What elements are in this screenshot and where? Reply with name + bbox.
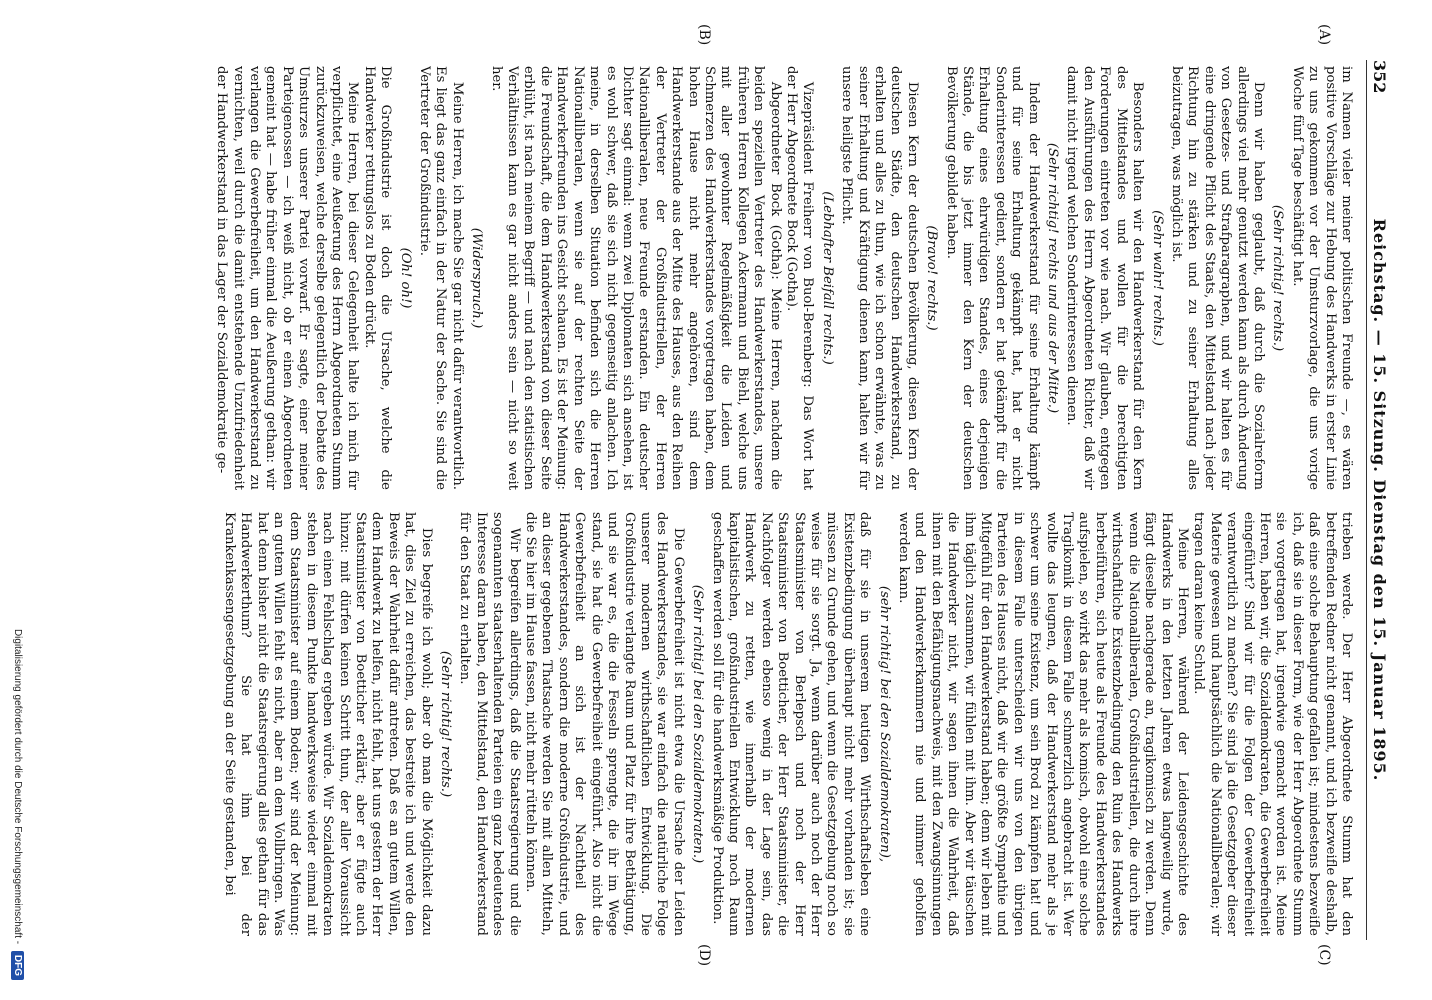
interjection: (Sehr richtig! rechts.) xyxy=(438,650,454,798)
margin-mark-c: (C) xyxy=(1316,944,1332,966)
paragraph: Besonders halten wir den Handwerkerstand für den Kern des Mittelstandes und wollen für die berechtigten Forderungen eintreten vor wie nach. Wir glauben, entgegen den Ausführungen des Herrn Abgeordneten Richter, daß wir damit nicht irgend welchen Sonderinteressen dienen. xyxy=(1064,66,1146,490)
running-header xyxy=(1366,60,1391,940)
paragraph: daß für sie in unserem heutigen Wirthschaftsleben eine Existenzbedingung überhaupt nicht mehr vorhanden ist; sie müssen zu Grunde gehen, und wenn die Gesetzgebung noch so weise für sie sorgt. Ja, wenn darüber auch noch der Herr Staatsminister von Berlepsch und noch der Herr Staatsminister von Boetticher, der Herr Staatsminister, die Nachfolger werden ebenso wenig in der Lage sein, das Handwerk zu retten, wie innerhalb der modernen kapitalistischen, großindustriellen Entwicklung noch Raum geschaffen werden soll für die handwerksmäßige Produktion. xyxy=(709,512,873,936)
digitization-credit xyxy=(11,460,24,980)
paragraph: Meine Herren, ich mache Sie gar nicht dafür verantwortlich. Es liegt das ganz einfach in der Natur der Sache. Sie sind die Vertreter der Großindustrie. xyxy=(417,66,465,490)
dfg-logo: DFG xyxy=(11,951,24,980)
paragraph: Denn wir haben geglaubt, daß durch die Sozialreform allerdings viel mehr genutzt werden kann als durch Änderung von Gesetzes- und Strafparagraphen, und wir halten es für eine dringende Pflicht des Staats, den Mittelstand nach jeder Richtung hin zu stärken und zu seiner Erhaltung alles beizutragen, was möglich ist. xyxy=(1168,66,1266,490)
interjection: (Bravo! rechts.) xyxy=(924,225,940,331)
header-title: Reichstag. — 15. Sitzung. Dienstag den 15. Januar 1895. xyxy=(1370,218,1389,782)
text-column-right xyxy=(29,512,1354,936)
paragraph: Diesen Kern der deutschen Bevölkerung, diesen Kern der deutschen Städte, den deutschen Handwerkerstand, zu erhalten und alles zu thun, wie ich schon erwähnte, was zu seiner Erhaltung und Kräftigung dienen kann, halten wir für unsere heiligste Pflicht. xyxy=(839,66,920,490)
paragraph: Meine Herren, während der Leidensgeschichte des Handwerks in den letzten Jahren etwas langweilig wurde, fängt dieselbe nachgerade an, tragikomisch zu werden. Denn wenn die Nationalliberalen, Großindustriellen, die durch ihre wirthschaftliche Existenzbedingung den Ruin des Handwerks herbeiführen, sich heute als Freunde des Handwerkerstandes aufspielen, so wirkt das mehr als komisch, obwohl eine solche Tragikomik in diesem Falle schmerzlich angebracht ist. Wer wollte das leugnen, daß der Handwerkerstand mehr als je schwer um seine Existenz, um sein Brod zu kämpfen hat! und in diesem Falle unterscheiden wir uns von den übrigen Parteien des Hauses nicht, daß wir die größte Sympathie und Mitgefühl für den Handwerkerstand haben; denn wir leben mit ihm täglich zusammen, wir fühlen mit ihm. Aber wir täuschen die Handwerker nicht, wir sagen ihnen die Wahrheit, daß ihnen mit den Befähigungsnachweis, mit den Zwangsinnungen und den Handwerkerkammern nie und nimmer geholfen werden kann. xyxy=(896,512,1190,936)
credit-text: Digitalisierung gefördert durch die Deutsche Forschungsgemeinschaft - xyxy=(12,628,23,945)
interjection: (sehr richtig! bei den Sozialdemokraten), xyxy=(876,585,892,863)
paragraph: Die Großindustrie ist doch die Ursache, welche die Handwerker rettungslos zu Boden drückt. xyxy=(361,66,394,490)
paragraph: im Namen vieler meiner politischen Freunde —, es wären positive Vorschläge zur Hebung des Handwerks in erster Linie zu uns gekommen vor der Umsturzvorlage, die uns vorige Woche fünf Tage beschäftigt hat. xyxy=(1289,66,1354,490)
margin-mark-b: (B) xyxy=(696,24,712,46)
paragraph: trieben werde. Der Herr Abgeordnete Stumm hat den betreffenden Redner nicht genannt, und ich bezweifle deshalb, daß eine solche Behauptung gefallen ist; mindestens bezweifle ich, daß sie in dieser Form, wie der Herr Abgeordnete Stumm sie vorgetragen hat, irgendwie gemacht worden ist. Meine Herren, haben wir, die Sozialdemokraten, die Gewerbefreiheit eingeführt? Sind wir für die Folgen der Gewerbefreiheit verantwortlich zu machen? Sie sind ja die Gesetzgeber dieser Materie gewesen und hauptsächlich die Nationalliberalen; wir tragen daran keine Schuld. xyxy=(1191,512,1354,936)
interjection: (Lebhafter Beifall rechts.) xyxy=(819,191,835,365)
paragraph: Dies begreife ich wohl; aber ob man die Möglichkeit dazu hat, dies Ziel zu erreichen, das bestreite ich und werde den Beweis der Wahrheit dafür antreten. Daß es an gutem Willen, dem Handwerk zu helfen, nicht fehlt, hat uns gestern der Herr Staatsminister von Boetticher erklärt; aber er fügte auch hinzu: mit dürfen keinen Schritt thun, der aller Voraussicht nach einen Fehlschlag ergeben würde. Wir Sozialdemokraten stehen in diesem Punkte handwerksweise wieder einmal mit dem Staatsminister auf einem Boden; wir sind der Meinung: an gutem Willen fehlt es nicht, aber an dem Vollbringen. Was hat denn bisher nicht die Staatsregierung alles gethan für das Handwerkerthum? Sie hat ihm bei der Krankenkassengesetzgebung an der Seite gestanden, bei xyxy=(221,512,434,936)
interjection: (Sehr richtig! rechts und aus der Mitte.) xyxy=(1045,142,1061,414)
interjection: (Widerspruch.) xyxy=(469,227,485,329)
interjection: (Sehr richtig! bei den Sozialdemokraten.) xyxy=(690,584,706,864)
speaker-paragraph: Vizepräsident Freiherr von Buol-Berenberg: Das Wort hat der Herr Abgeordnete Bock (Gotha). xyxy=(784,66,816,490)
interjection: (Oh! oh!) xyxy=(397,247,413,309)
page-number: 352 xyxy=(1370,60,1389,94)
text-column-left xyxy=(29,66,1354,490)
speaker-paragraph: Abgeordneter Bock (Gotha): Meine Herren, nachdem die beiden speziellen Vertreter des Handwerkerstandes, unsere früheren Herren Kollegen Ackermann und Biehl, welche uns mit aller gewohnter Regelmäßigkeit die Leiden und Schmerzen des Handwerkerstandes vorgetragen haben, dem hohen Hause nicht mehr angehören, sind dem Handwerkerstande aus der Mitte des Hauses, aus den Reihen der Vertreter der Großindustriellen, der Herren Nationalliberalen, neue Freunde erstanden. Ein deutscher Dichter sagt einmal: wenn zwei Diplomaten sich ansehen, ist es wohl schwer, daß sie sich nicht gegenseitig anlachen. Ich meine, in derselben Situation befinden sich die Herren Nationalliberalen, wenn sie auf der rechten Seite der Handwerkerfreunden ins Gesicht schauen. Es ist der Meinung: die Freundschaft, die dem Handwerkerstand von dieser Seite erblüht, ist nach meinem Begriff — und nach den statistischen Verhältnissen kann es gar nicht anders sein — nicht so weit her. xyxy=(488,66,783,490)
paragraph: Indem der Handwerkerstand für seine Erhaltung kämpft und für seine Erhaltung gekämpft hat, hat er nicht Sonderinteressen gedient, sondern er hat gekämpft für die Erhaltung eines ehrwürdigen Standes, eines derjenigen Stände, die bis jetzt immer den Kern der deutschen Bevölkerung gebildet haben. xyxy=(943,66,1041,490)
interjection: (Sehr wahr! rechts.) xyxy=(1149,210,1165,346)
paragraph: Wir begreifen allerdings, daß die Staatsregierung und die sogenannten staatserhaltenden Parteien ein ganz bedeutendes Interesse daran haben, den Mittelstand, den Handwerkerstand für den Staat zu erhalten. xyxy=(457,512,522,936)
paragraph: Meine Herren, bei dieser Gelegenheit halte ich mich für verpflichtet, eine Aeußerung des Herrn Abgeordneten Stumm zurückzuweisen, welche derselbe gelegentlich der Debatte des Umsturzes unserer Partei vorwarf. Er sagte, einer meiner Parteigenossen — ich weiß nicht, ob er einen Abgeordneten gemeint hat — habe früher einmal die Aeußerung gethan: wir verlangen die Gewerbefreiheit, um den Handwerkerstand zu vernichten, weil durch die damit entstehende Unzufriedenheit der Handwerkerstand in das Lager der Sozialdemokratie ge- xyxy=(214,66,361,490)
interjection: (Sehr richtig! rechts.) xyxy=(1270,204,1286,352)
margin-mark-a: (A) xyxy=(1316,24,1332,46)
paragraph: Die Gewerbefreiheit ist nicht etwa die Ursache der Leiden des Handwerkerstandes, sie war einfach die natürliche Folge unserer modernen wirthschaftlichen Entwicklung. Die Großindustrie verlangte Raum und Platz für ihre Bethätigung, und sie war es, die die Fesseln sprengte, die ihr im Wege stand, sie hat die Gewerbefreiheit eingeführt. Also nicht die Gewerbefreiheit an sich ist der Nachtheil des Handwerkerstandes, sondern die moderne Großindustrie, und an dieser gegebenen Thatsache werden Sie mit allen Mitteln, die Sie hier im Hause fassen, nicht mehr rütteln können. xyxy=(523,512,686,936)
margin-mark-d: (D) xyxy=(696,944,712,967)
